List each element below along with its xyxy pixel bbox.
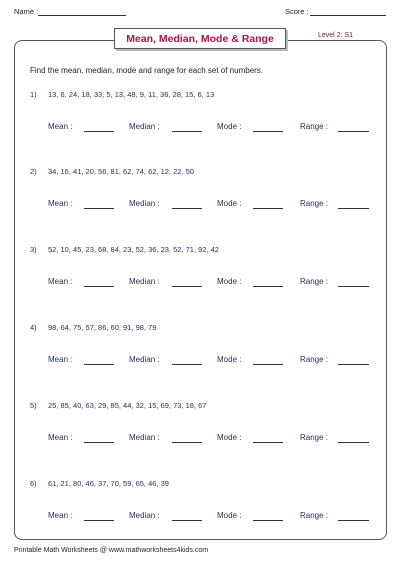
problem-data: 98, 64, 75, 57, 86, 60, 91, 98, 79 xyxy=(48,323,157,332)
footer-credit: Printable Math Worksheets @ www.mathworksheets4kids.com xyxy=(14,547,209,554)
mean-label: Mean : xyxy=(48,433,73,442)
problem-data: 25, 85, 40, 63, 29, 85, 44, 32, 15, 69, 73, 18, 67 xyxy=(48,401,207,410)
mode-answer-line[interactable] xyxy=(253,520,283,521)
answer-row xyxy=(0,277,403,291)
mean-answer-line[interactable] xyxy=(84,286,114,287)
mean-label: Mean : xyxy=(48,277,73,286)
level-label: Level 2: S1 xyxy=(318,32,354,39)
range-label: Range : xyxy=(300,433,329,442)
problem-number: 2) xyxy=(30,167,37,176)
median-label: Median : xyxy=(129,199,160,208)
mode-label: Mode : xyxy=(217,199,242,208)
problem-number: 3) xyxy=(30,245,37,254)
median-label: Median : xyxy=(129,277,160,286)
range-label: Range : xyxy=(300,277,329,286)
name-label: Name : xyxy=(14,7,39,16)
problem-1 xyxy=(0,90,403,170)
mean-label: Mean : xyxy=(48,511,73,520)
mode-label: Mode : xyxy=(217,122,242,131)
problem-3 xyxy=(0,245,403,325)
median-label: Median : xyxy=(129,511,160,520)
median-answer-line[interactable] xyxy=(172,442,202,443)
median-label: Median : xyxy=(129,122,160,131)
mode-answer-line[interactable] xyxy=(253,131,283,132)
problem-5 xyxy=(0,401,403,481)
mean-answer-line[interactable] xyxy=(84,208,114,209)
mean-answer-line[interactable] xyxy=(84,364,114,365)
range-answer-line[interactable] xyxy=(338,208,369,209)
mode-label: Mode : xyxy=(217,277,242,286)
problem-4 xyxy=(0,323,403,403)
instructions: Find the mean, median, mode and range for each set of numbers. xyxy=(30,66,264,75)
mode-answer-line[interactable] xyxy=(253,208,283,209)
range-answer-line[interactable] xyxy=(338,364,369,365)
score-label: Score : xyxy=(285,7,309,16)
mode-label: Mode : xyxy=(217,511,242,520)
range-answer-line[interactable] xyxy=(338,520,369,521)
range-answer-line[interactable] xyxy=(338,286,369,287)
range-answer-line[interactable] xyxy=(338,131,369,132)
mean-label: Mean : xyxy=(48,122,73,131)
mode-answer-line[interactable] xyxy=(253,364,283,365)
median-label: Median : xyxy=(129,433,160,442)
worksheet-title: Mean, Median, Mode & Range xyxy=(114,28,286,49)
mode-label: Mode : xyxy=(217,433,242,442)
range-answer-line[interactable] xyxy=(338,442,369,443)
median-answer-line[interactable] xyxy=(172,286,202,287)
problem-data: 34, 16, 41, 20, 56, 81, 62, 74, 62, 12, 22, 50 xyxy=(48,167,194,176)
mean-label: Mean : xyxy=(48,355,73,364)
median-answer-line[interactable] xyxy=(172,208,202,209)
problem-number: 6) xyxy=(30,479,37,488)
range-label: Range : xyxy=(300,511,329,520)
problem-data: 13, 6, 24, 18, 33, 5, 13, 48, 9, 11, 36, 28, 15, 6, 13 xyxy=(48,90,215,99)
range-label: Range : xyxy=(300,199,329,208)
mean-answer-line[interactable] xyxy=(84,131,114,132)
name-field-line[interactable] xyxy=(38,15,126,16)
answer-row xyxy=(0,122,403,136)
median-answer-line[interactable] xyxy=(172,520,202,521)
score-field-line[interactable] xyxy=(310,15,386,16)
mean-answer-line[interactable] xyxy=(84,520,114,521)
mode-label: Mode : xyxy=(217,355,242,364)
problem-2 xyxy=(0,167,403,247)
median-answer-line[interactable] xyxy=(172,364,202,365)
answer-row xyxy=(0,199,403,213)
answer-row xyxy=(0,433,403,447)
answer-row xyxy=(0,355,403,369)
mode-answer-line[interactable] xyxy=(253,442,283,443)
problem-data: 61, 21, 80, 46, 37, 70, 59, 65, 46, 39 xyxy=(48,479,169,488)
mean-answer-line[interactable] xyxy=(84,442,114,443)
problem-number: 1) xyxy=(30,90,37,99)
median-label: Median : xyxy=(129,355,160,364)
range-label: Range : xyxy=(300,122,329,131)
answer-row xyxy=(0,511,403,525)
problem-number: 4) xyxy=(30,323,37,332)
range-label: Range : xyxy=(300,355,329,364)
median-answer-line[interactable] xyxy=(172,131,202,132)
mode-answer-line[interactable] xyxy=(253,286,283,287)
problem-data: 52, 10, 45, 23, 68, 84, 23, 52, 36, 23, 52, 71, 92, 42 xyxy=(48,245,219,254)
problem-number: 5) xyxy=(30,401,37,410)
mean-label: Mean : xyxy=(48,199,73,208)
